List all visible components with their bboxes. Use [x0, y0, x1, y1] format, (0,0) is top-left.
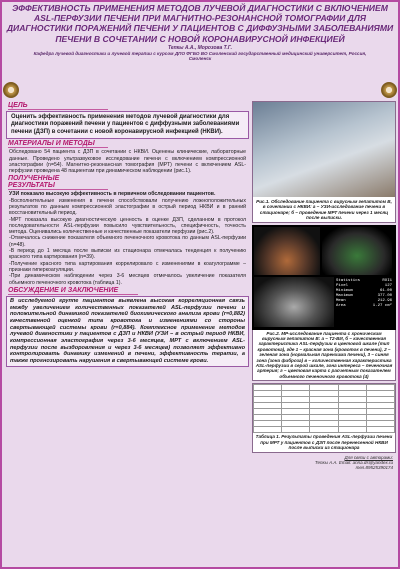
result-item: -В период до 1 месяца после выписки из стационара отмечалась тенденция к получению красного типа картирования (n=39). — [9, 248, 246, 261]
figure-2-caption: Рис.2. МР-исследование пациента с хроническим вирусным гепатитом В: а – Т2-ВИ, б – качественная характеристика ASL-перфузии в цветовой шкале (тип кровотока), где 1 – красная зона (кровоток в печени), 2 – зеленая зона (нормальная паренхима печени), 3 – синяя зона (зона фиброза) в – количественная характеристика ASL-перфузии в серой шкале, зона интереса – печеночная артерия; г – цветовая карта с расчетным показателем объемного печеночного кровотока (4) — [252, 330, 396, 382]
methods-text: Обследовано 54 пациента с ДЗП в сочетании с НКВИ. Оценены клинические, лабораторные данные. Проведено ультразвуковое исследование печени с включением компрессионной эластографии (n=54). Магнитно-резонансная томография (МРТ) печени с включением ASL-перфузии проведена 48 пациентам при динамическом наблюдении (рис.1). — [9, 149, 246, 175]
results-table — [253, 384, 395, 433]
mri-t2-image — [254, 227, 320, 275]
stat-label: Mean — [336, 298, 346, 303]
result-item: УЗИ показало высокую эффективность в первичном обследовании пациентов. — [9, 191, 216, 198]
figure-1-caption: Рис.1. Обследование пациента с вирусным гепатитом В, в сочетании с НКВИ: а – УЗИ-исследование печени в стационаре; б – проведение МРТ печени через 1 месяц после выписки. — [256, 199, 392, 221]
stat-value: 377.00 — [377, 293, 392, 298]
poster-header — [0, 0, 400, 100]
stat-value: 61.00 — [379, 288, 392, 293]
contact-name: Тепкы А.А. Email: anna.ds@yandex.ru — [314, 459, 393, 465]
university-logo-icon — [3, 82, 19, 98]
affiliation: Кафедра лучевой диагностики и лучевой терапии с курсом ДПО ФГБО ВО Смоленский государственный медицинский университет, Россия, Смоленск — [33, 50, 367, 62]
table-1-caption: Таблица 1. Результаты проведения ASL-перфузии печени при МРТ у пациентов с ДЗП после перенесенной НКВИ после выписки из стационара — [255, 434, 393, 451]
result-item: -При динамическом наблюдении через 3-6 месяцев отмечалось увеличение показателя объемного печеночного кровотока (таблица 1). — [9, 273, 246, 286]
stat-value: 212.96 — [377, 298, 392, 303]
stat-label: Pixel — [336, 283, 349, 288]
contact-info — [252, 455, 396, 471]
methods-heading: МАТЕРИАЛЫ И МЕТОДЫ — [8, 140, 108, 148]
goal-text: Оценить эффективность применения методов лучевой диагностики для диагностики поражений печени у пациентов с диффузными заболеваниями печени (ДЗП) в сочетании с новой коронавирусной инфекцией (НКВИ). — [6, 111, 249, 139]
results-heading: ПОЛУЧЕННЫЕ РЕЗУЛЬТАТЫ — [8, 175, 108, 190]
conclusion-heading: ОБСУЖДЕНИЕ И ЗАКЛЮЧЕНИЕ — [8, 287, 138, 295]
conclusion-text: В исследуемой группе пациентов выявлена высокая корреляционная связь между увеличением количественных показателей ASL-перфузии печени и положительной динамикой показателей биохимического анализа крови (r=0,882) качественной оценкой типа кровотока и изменениями со стороны свертывающей системы крови (r=0,884). Комплексное применение методов лучевой диагностики у пациентов с ДЗП и НКВИ (УЗИ – в острый период НКВИ, компрессионная эластография через 3-6 месяцев, МРТ с включением ASL-перфузии после выздоровления и через 3-6 месяцев) позволяет эффективно контролировать динамику изменений в печени, эффективность терапии, а также прогнозировать нарушения в свертывающей системе крови. — [6, 296, 249, 367]
contact-phone: тел.89525390174 — [355, 464, 393, 470]
right-column — [252, 101, 396, 470]
figure-2-mri-images — [252, 225, 396, 330]
result-item: -МРТ показала высокую диагностическую ценность в оценке ДЗП, сделанном в протокол последовательности ASL-перфузии повысило чувствительность, специфичность, точность метода. Оценивались количественные и качественные показатели перфузии (рис.2). — [9, 216, 246, 236]
contact-label: Для связи с авторами: — [344, 454, 393, 460]
stat-label: Statistics — [336, 278, 361, 283]
result-item: -Восполнительные изменения в печени способствовали получению ложноположительных результатов по данным компрессионной эластографии в острый период НКВИ и в ранний восстановительный период. — [9, 197, 246, 217]
stat-value: 127 — [384, 283, 392, 288]
asl-color-map-image — [322, 227, 392, 275]
stat-label: Minimum — [336, 288, 353, 293]
ultrasound-exam-photo — [253, 102, 395, 197]
stat-label: Maximum — [336, 293, 353, 298]
roi-stats — [336, 279, 392, 309]
stat-value: 1.27 cm² — [372, 303, 392, 308]
poster-title: ЭФФЕКТИВНОСТЬ ПРИМЕНЕНИЯ МЕТОДОВ ЛУЧЕВОЙ ДИАГНОСТИКИ С ВКЛЮЧЕНИЕМ ASL-ПЕРФУЗИИ ПЕЧЕНИ ПРИ МАГНИТНО-РЕЗОНАНСНОЙ ТОМОГРАФИИ ДЛЯ ДИАГНОСТИКИ ПОРАЖЕНИЙ ПЕЧЕНИ У ПАЦИЕНТОВ С ДИФФУЗНЫМИ ЗАБОЛЕВАНИЯМИ ПЕЧЕНИ В СОЧЕТАНИИ С НОВОЙ КОРОНАВИРУСНОЙ ИНФЕКЦИЕЙ — [6, 3, 394, 44]
authors: Тепкы А.А., Морозова Т.Г. — [167, 44, 233, 51]
asl-grayscale-image — [254, 277, 334, 327]
university-logo-icon — [381, 82, 397, 98]
goal-heading: ЦЕЛЬ — [8, 102, 108, 110]
stat-value: ROI1 — [382, 278, 392, 283]
figure-1 — [252, 101, 396, 223]
result-item: -Отмечалось снижение показателя объемного печеночного кровотока по данным ASL-перфузии (n=48). — [9, 235, 246, 248]
left-column — [6, 101, 249, 367]
table-1 — [252, 383, 396, 452]
result-item: -Получение красного типа картирования коррелировало с изменениями в коагулограмме – признаки гиперкоагуляции. — [9, 260, 246, 273]
stat-label: Area — [336, 303, 346, 308]
